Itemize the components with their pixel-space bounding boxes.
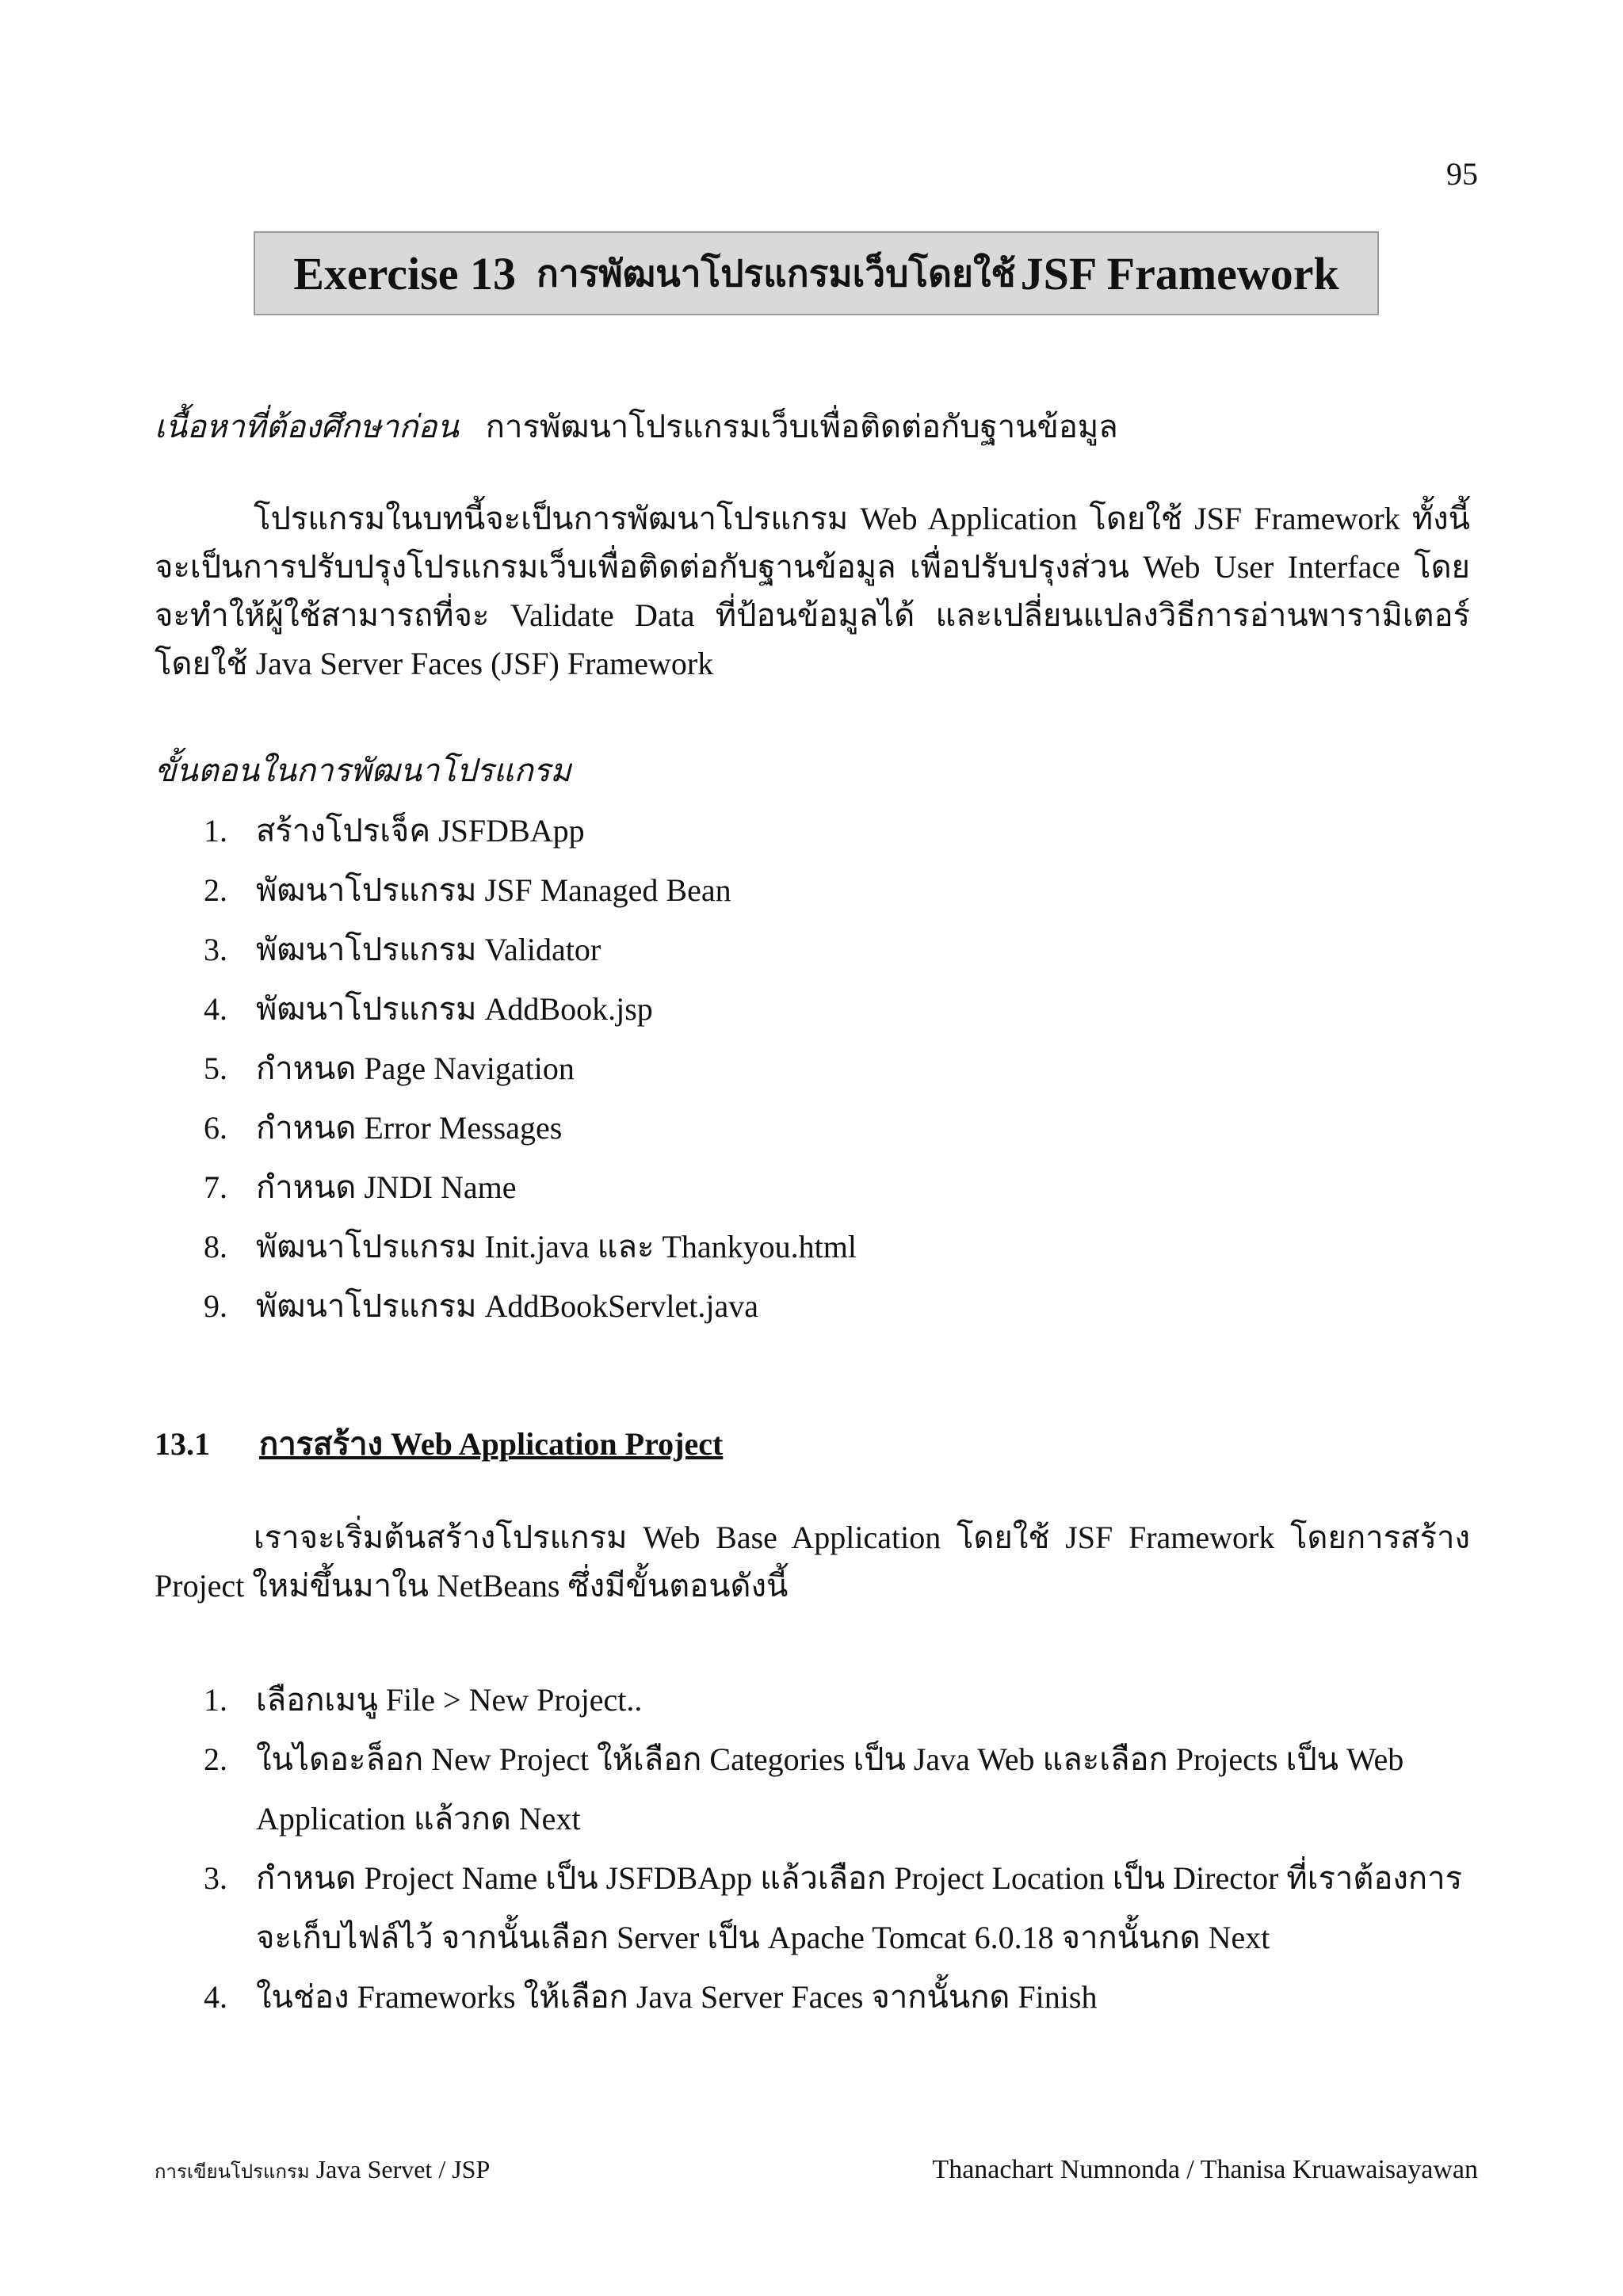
section-steps-list bbox=[155, 1670, 1470, 2027]
list-item bbox=[155, 985, 857, 1044]
page-number: 95 bbox=[1446, 156, 1478, 192]
list-item bbox=[155, 1730, 1470, 1848]
section-title: การสร้าง Web Application Project bbox=[259, 1426, 724, 1462]
footer-authors: Thanachart Numnonda / Thanisa Kruawaisayawan bbox=[932, 2155, 1478, 2184]
list-item bbox=[155, 1222, 857, 1282]
list-item bbox=[155, 1163, 857, 1222]
list-item-number: 3. bbox=[204, 1860, 227, 1896]
list-item-number: 1. bbox=[204, 813, 227, 849]
footer-course-text: Java Servet / JSP bbox=[315, 2155, 491, 2183]
list-item bbox=[155, 807, 857, 866]
list-item-text: ในไดอะล็อก New Project ให้เลือก Categories เป็น Java Web และเลือก Projects เป็น Web Application แล้วกด Next bbox=[256, 1741, 1404, 1836]
list-item bbox=[155, 1104, 857, 1163]
list-item-text: พัฒนาโปรแกรม Validator bbox=[256, 932, 601, 967]
steps-list bbox=[155, 807, 857, 1341]
prerequisite-text: การพัฒนาโปรแกรมเว็บเพื่อติดต่อกับฐานข้อมูล bbox=[485, 409, 1118, 444]
exercise-title-thai: การพัฒนาโปรแกรมเว็บโดยใช้ bbox=[536, 253, 1016, 294]
list-item-number: 8. bbox=[204, 1229, 227, 1264]
list-item bbox=[155, 866, 857, 925]
list-item-text: กำหนด Error Messages bbox=[256, 1110, 563, 1146]
list-item-number: 4. bbox=[204, 1979, 227, 2015]
list-item-number: 5. bbox=[204, 1051, 227, 1086]
list-item-number: 6. bbox=[204, 1110, 227, 1146]
list-item-text: สร้างโปรเจ็ค JSFDBApp bbox=[256, 813, 585, 849]
list-item bbox=[155, 1967, 1470, 2027]
exercise-title-suffix: JSF Framework bbox=[1020, 247, 1339, 299]
list-item-text: กำหนด JNDI Name bbox=[256, 1169, 517, 1205]
section-heading bbox=[155, 1418, 723, 1469]
exercise-title bbox=[254, 231, 1379, 315]
section-number: 13.1 bbox=[155, 1426, 210, 1462]
footer-left bbox=[155, 2155, 490, 2187]
list-item-number: 1. bbox=[204, 1682, 227, 1718]
list-item-text: พัฒนาโปรแกรม JSF Managed Bean bbox=[256, 872, 731, 908]
section-paragraph: เราจะเริ่มต้นสร้างโปรแกรม Web Base Application โดยใช้ JSF Framework โดยการสร้าง Project ใหม่ขึ้นมาใน NetBeans ซึ่งมีขั้นตอนดังนี้ bbox=[155, 1520, 1470, 1604]
list-item bbox=[155, 1848, 1470, 1967]
list-item bbox=[155, 1282, 857, 1341]
steps-heading: ขั้นตอนในการพัฒนาโปรแกรม bbox=[155, 753, 571, 788]
exercise-title-prefix: Exercise 13 bbox=[293, 247, 516, 299]
list-item-text: พัฒนาโปรแกรม Init.java และ Thankyou.html bbox=[256, 1229, 857, 1264]
list-item-number: 2. bbox=[204, 1741, 227, 1777]
list-item-number: 9. bbox=[204, 1288, 227, 1324]
intro-paragraph: โปรแกรมในบทนี้จะเป็นการพัฒนาโปรแกรม Web Application โดยใช้ JSF Framework ทั้งนี้จะเป็นการปรับปรุงโปรแกรมเว็บเพื่อติดต่อกับฐานข้อมูล เพื่อปรับปรุงส่วน Web User Interface โดยจะทำให้ผู้ใช้สามารถที่จะ Validate Data ที่ป้อนข้อมูลได้ และเปลี่ยนแปลงวิธีการอ่านพารามิเตอร์โดยใช้ Java Server Faces (JSF) Framework bbox=[155, 501, 1470, 681]
list-item bbox=[155, 1670, 1470, 1730]
list-item-text: เลือกเมนู File > New Project.. bbox=[256, 1682, 643, 1718]
list-item-number: 3. bbox=[204, 932, 227, 967]
prerequisite bbox=[155, 401, 1118, 452]
list-item-text: ในช่อง Frameworks ให้เลือก Java Server Faces จากนั้นกด Finish bbox=[256, 1979, 1098, 2015]
list-item bbox=[155, 1044, 857, 1104]
list-item-number: 7. bbox=[204, 1169, 227, 1205]
footer-course-thai: การเขียนโปรแกรม bbox=[155, 2162, 310, 2183]
list-item bbox=[155, 925, 857, 985]
list-item-text: กำหนด Project Name เป็น JSFDBApp แล้วเลือก Project Location เป็น Director ที่เราต้องการจะเก็บไฟล์ไว้ จากนั้นเลือก Server เป็น Apache Tomcat 6.0.18 จากนั้นกด Next bbox=[256, 1860, 1463, 1955]
list-item-text: พัฒนาโปรแกรม AddBook.jsp bbox=[256, 991, 653, 1027]
list-item-number: 2. bbox=[204, 872, 227, 908]
list-item-text: กำหนด Page Navigation bbox=[256, 1051, 575, 1086]
list-item-text: พัฒนาโปรแกรม AddBookServlet.java bbox=[256, 1288, 759, 1324]
list-item-number: 4. bbox=[204, 991, 227, 1027]
prerequisite-label: เนื้อหาที่ต้องศึกษาก่อน bbox=[155, 409, 459, 444]
